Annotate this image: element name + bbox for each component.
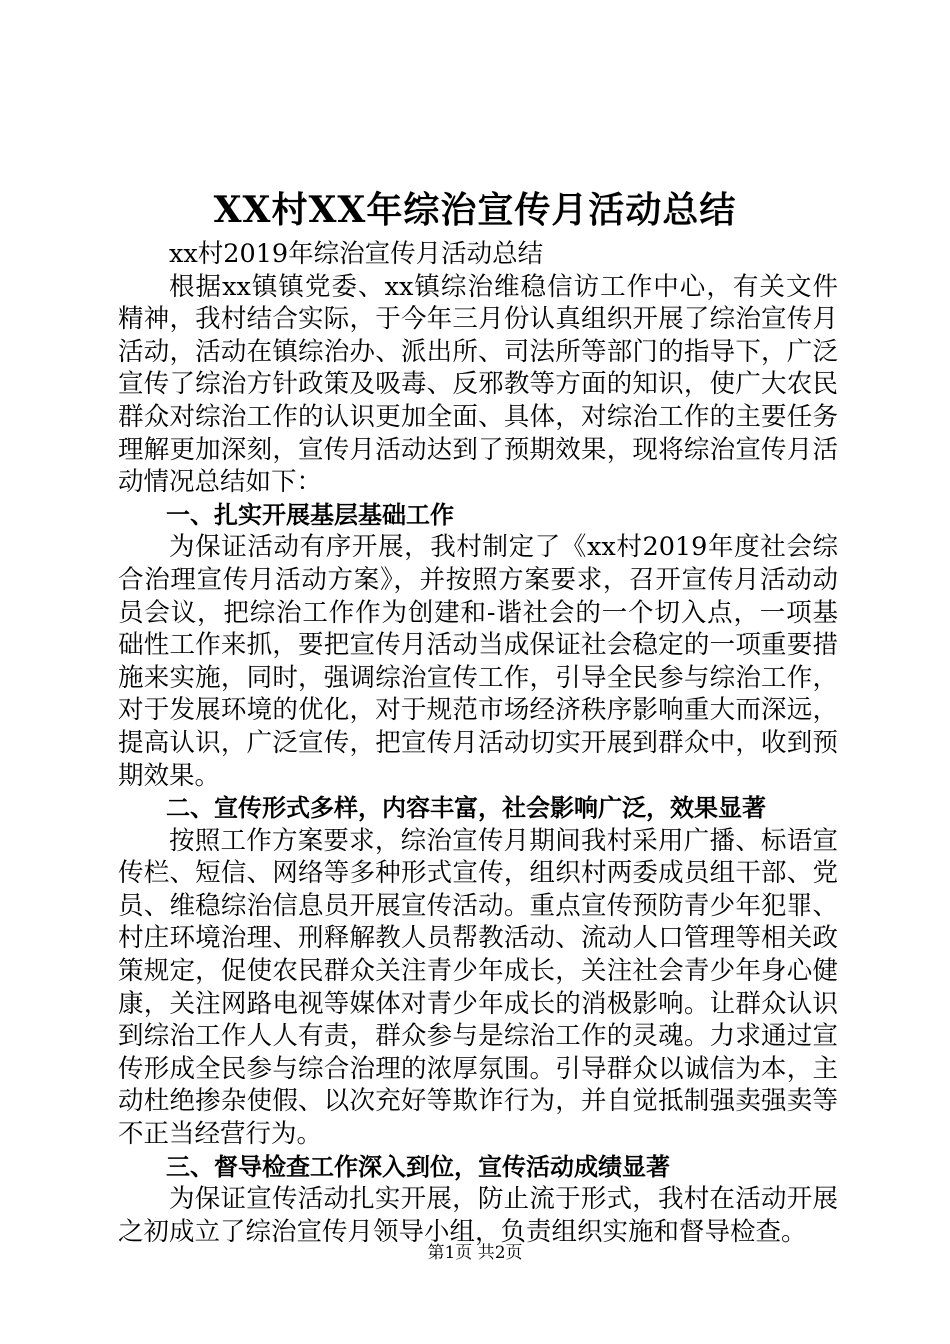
section-1-heading: 一、扎实开展基层基础工作 xyxy=(166,500,454,529)
subtitle-line: xx村2019年综治宣传月活动总结 xyxy=(169,239,544,269)
page-number-footer: 第1页 共2页 xyxy=(427,1243,523,1263)
document-title: XX村XX年综治宣传月活动总结 xyxy=(213,189,737,231)
document-body xyxy=(118,238,838,1248)
section-3-heading: 三、督导检查工作深入到位，宣传活动成绩显著 xyxy=(166,1152,670,1181)
section-2-paragraph: 按照工作方案要求，综治宣传月期间我村采用广播、标语宣传栏、短信、网络等多种形式宣传，组织村两委成员组干部、党员、维稳综治信息员开展宣传活动。重点宣传预防青少年犯罪、村庄环境治理、刑释解教人员帮教活动、流动人口管理等相关政策规定，促使农民群众关注青少年成长，关注社会青少年身心健康，关注网路电视等媒体对青少年成长的消极影响。让群众认识到综治工作人人有责，群众参与是综治工作的灵魂。力求通过宣传形成全民参与综合治理的浓厚氛围。引导群众以诚信为本，主动杜绝掺杂使假、以次充好等欺诈行为，并自觉抵制强卖强卖等不正当经营行为。 xyxy=(118,825,838,1150)
section-3-paragraph: 为保证宣传活动扎实开展，防止流于形式，我村在活动开展之初成立了综治宣传月领导小组，负责组织实施和督导检查。 xyxy=(118,1184,838,1247)
intro-paragraph: 根据xx镇镇党委、xx镇综治维稳信访工作中心，有关文件精神，我村结合实际，于今年三月份认真组织开展了综治宣传月活动，活动在镇综治办、派出所、司法所等部门的指导下，广泛宣传了综治方针政策及吸毒、反邪教等方面的知识，使广大农民群众对综治工作的认识更加全面、具体，对综治工作的主要任务理解更加深刻，宣传月活动达到了预期效果，现将综治宣传月活动情况总结如下： xyxy=(118,271,838,498)
section-1-paragraph: 为保证活动有序开展，我村制定了《xx村2019年度社会综合治理宣传月活动方案》，并按照方案要求，召开宣传月活动动员会议，把综治工作作为创建和-谐社会的一个切入点，一项基础性工作来抓，要把宣传月活动当成保证社会稳定的一项重要措施来实施，同时，强调综治宣传工作，引导全民参与综治工作，对于发展环境的优化，对于规范市场经济秩序影响重大而深远，提高认识，广泛宣传，把宣传月活动切实开展到群众中，收到预期效果。 xyxy=(118,532,838,791)
section-2-heading: 二、宣传形式多样，内容丰富，社会影响广泛，效果显著 xyxy=(166,794,766,823)
